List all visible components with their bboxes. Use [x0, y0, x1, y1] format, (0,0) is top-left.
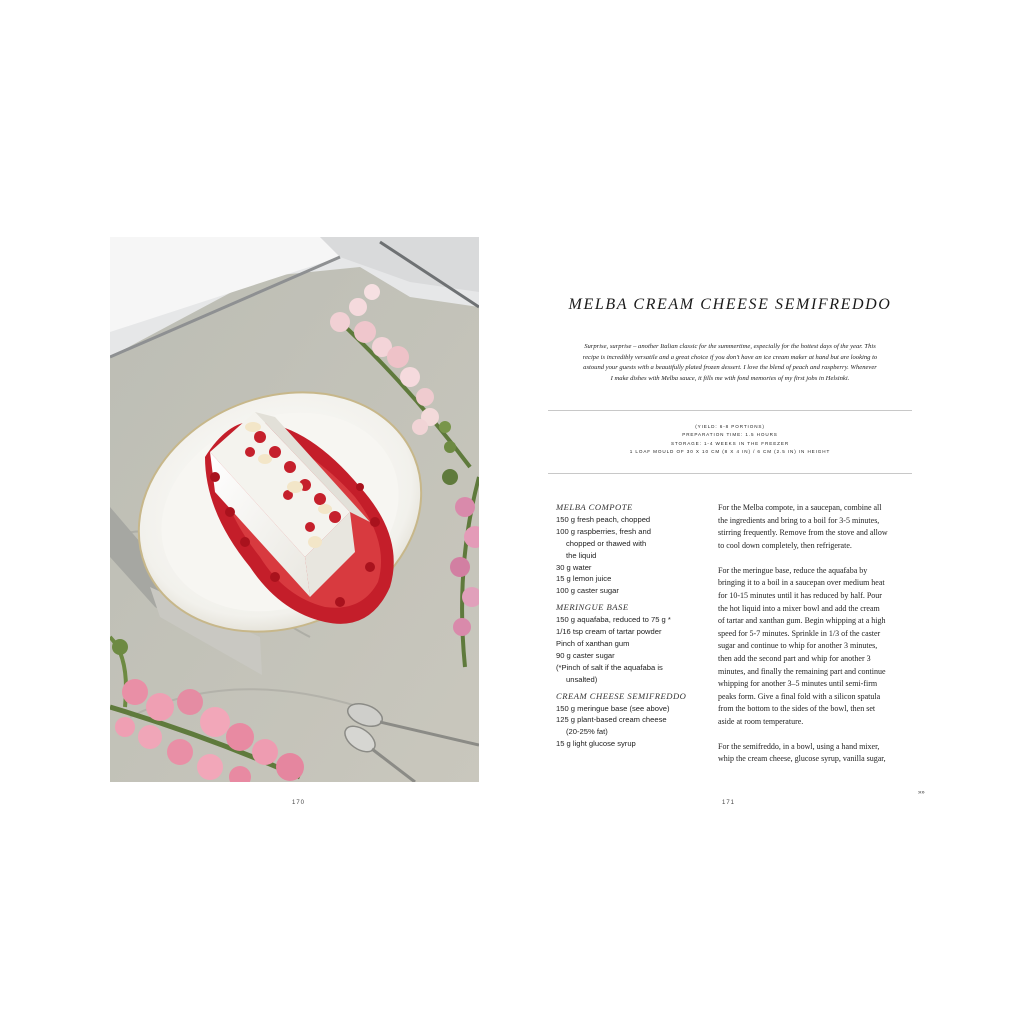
ingredient-line: 150 g meringue base (see above) — [556, 703, 670, 713]
intro-line: recipe is incredibly versatile and a great choice if you don't have an ice cream maker at hand but are looking to — [582, 353, 878, 361]
continued-mark: »» — [918, 790, 925, 796]
intro-line: Surprise, surprise – another Italian classic for the summertime, especially for the hottest days of the year. This — [584, 343, 876, 350]
method-text — [718, 502, 914, 778]
ingredient-line: 150 g fresh peach, chopped — [556, 514, 651, 524]
spec-mould: 1 LOAF MOULD OF 30 X 10 CM (8 X 4 IN) / 6 CM (2.5 IN) IN HEIGHT — [629, 448, 831, 454]
ingredient-section-heading: MELBA COMPOTE — [556, 502, 633, 512]
intro-line: I make dishes with Melba sauce, it fills me with fond memories of my first jobs in Helsinki. — [610, 374, 850, 382]
recipe-intro — [560, 342, 900, 384]
ingredient-line: (*Pinch of salt if the aquafaba is — [556, 662, 663, 672]
method-line: sugar and continue to whip for another 3 minutes, — [718, 641, 878, 651]
ingredient-list — [556, 502, 706, 750]
ingredient-line: Pinch of xanthan gum — [556, 638, 630, 648]
method-line: For the Melba compote, in a saucepan, combine all — [718, 503, 882, 512]
method-line: speed for 5-7 minutes. Sprinkle in 1/3 of the caster — [718, 628, 881, 638]
ingredient-line: 90 g caster sugar — [556, 650, 615, 660]
food-photo — [110, 237, 479, 782]
method-line: aside at room temperature. — [718, 716, 804, 726]
method-line: whip the cream cheese, glucose syrup, vanilla sugar, — [718, 754, 886, 764]
ingredient-line: 30 g water — [556, 562, 592, 572]
ingredient-line: 15 g lemon juice — [556, 574, 612, 584]
method-line: whipping for another 3–5 minutes until semi-firm — [718, 679, 878, 689]
method-paragraph — [718, 565, 914, 729]
spec-storage: STORAGE: 1-4 WEEKS IN THE FREEZER — [670, 440, 790, 446]
ingredient-line: 100 g caster sugar — [556, 586, 619, 596]
method-line: for 10-15 minutes until it has reduced by half. Pour — [718, 590, 882, 600]
spec-yield: (YIELD: 6-8 PORTIONS) — [695, 424, 765, 429]
method-line: of tartar and xanthan gum. Begin whipping at a high — [718, 616, 886, 626]
semifreddo-photo-illustration — [110, 237, 479, 782]
intro-line: astound your guests with a beautifully plated frozen dessert. I love the blend of peach and raspberry. Whenever — [583, 364, 877, 372]
divider-bottom — [548, 473, 912, 474]
ingredient-line: 15 g light glucose syrup — [556, 739, 636, 749]
method-paragraph — [718, 741, 914, 766]
recipe-specs — [548, 423, 912, 456]
method-line: minutes, and finally the remaining part and continue — [718, 666, 886, 676]
page-number-left: 170 — [292, 800, 306, 806]
method-line: to cool down completely, then refrigerate. — [718, 540, 852, 550]
ingredient-section-heading: MERINGUE BASE — [556, 602, 629, 613]
method-line: the hot liquid into a mixer bowl and add the cream — [718, 603, 880, 613]
method-line: the ingredients and bring to a boil for 3-5 minutes, — [718, 515, 880, 525]
method-paragraph — [718, 502, 914, 552]
recipe-title: MELBA CREAM CHEESE SEMIFREDDO — [568, 296, 892, 313]
ingredient-line: 125 g plant-based cream cheese — [556, 715, 667, 725]
method-line: bringing it to a boil in a saucepan over medium heat — [718, 578, 885, 588]
method-line: For the semifreddo, in a bowl, using a hand mixer, — [718, 741, 880, 751]
method-line: from the bottom to the sides of the bowl, then set — [718, 704, 876, 714]
method-line: peaks form. Give a final fold with a silicon spatula — [718, 691, 881, 701]
ingredient-section-heading: CREAM CHEESE SEMIFREDDO — [556, 690, 687, 701]
ingredient-line: the liquid — [566, 550, 597, 560]
ingredient-line: unsalted) — [566, 674, 598, 684]
ingredient-line: (20-25% fat) — [566, 727, 608, 737]
ingredient-line: chopped or thawed with — [566, 538, 647, 548]
page-number-right: 171 — [722, 800, 736, 806]
method-line: stirring frequently. Remove from the stove and allow — [718, 528, 888, 538]
divider-top — [548, 410, 912, 411]
method-line: then add the second part and whip for another 3 — [718, 653, 871, 663]
ingredient-line: 1/16 tsp cream of tartar powder — [556, 627, 662, 637]
ingredient-line: 100 g raspberries, fresh and — [556, 526, 651, 536]
method-line: For the meringue base, reduce the aquafaba by — [718, 565, 868, 575]
spec-prep-time: PREPARATION TIME: 1.5 HOURS — [682, 432, 778, 438]
ingredient-line: 150 g aquafaba, reduced to 75 g * — [556, 615, 671, 625]
